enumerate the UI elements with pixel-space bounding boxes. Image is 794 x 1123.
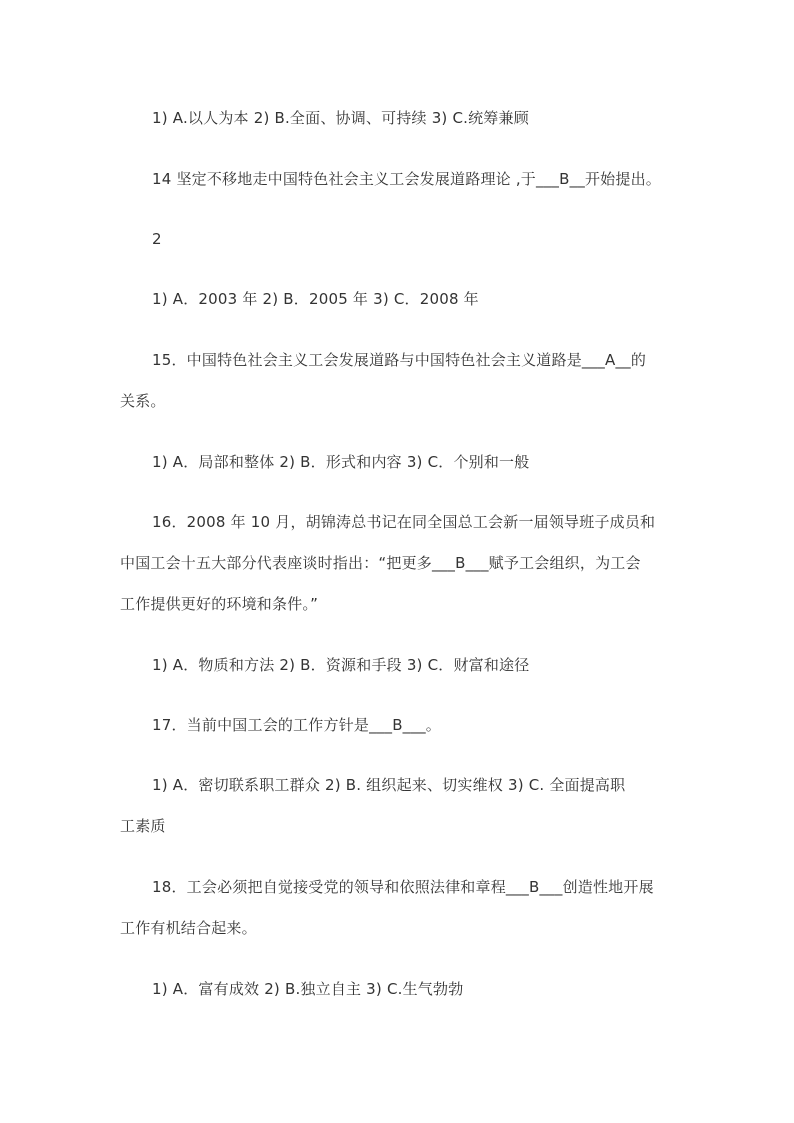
q15-question-line-2: 关系。 <box>120 392 166 410</box>
q14-question: 14 坚定不移地走中国特色社会主义工会发展道路理论 ,于___B__开始提出。 <box>152 170 661 188</box>
q16-question-line-2: 中国工会十五大部分代表座谈时指出：“把更多___B___赋予工会组织，为工会 <box>120 554 641 572</box>
q15-options: 1) A．局部和整体 2) B．形式和内容 3) C．个别和一般 <box>152 453 530 471</box>
q17-question: 17．当前中国工会的工作方针是___B___。 <box>152 716 441 734</box>
q16-question-line-1: 16．2008 年 10 月，胡锦涛总书记在同全国总工会新一届领导班子成员和 <box>152 513 656 531</box>
q18-question-line-1: 18．工会必须把自觉接受党的领导和依照法律和章程___B___创造性地开展 <box>152 878 654 896</box>
q16-question-line-3: 工作提供更好的环境和条件。” <box>120 595 319 613</box>
q18-question-line-2: 工作有机结合起来。 <box>120 919 257 937</box>
page-number: 2 <box>152 230 162 248</box>
q18-options: 1) A．富有成效 2) B.独立自主 3) C.生气勃勃 <box>152 980 464 998</box>
q13-options: 1) A.以人为本 2) B.全面、协调、可持续 3) C.统筹兼顾 <box>152 109 529 127</box>
q14-options: 1) A．2003 年 2) B．2005 年 3) C．2008 年 <box>152 290 479 308</box>
q16-options: 1) A．物质和方法 2) B．资源和手段 3) C．财富和途径 <box>152 656 530 674</box>
q15-question-line-1: 15．中国特色社会主义工会发展道路与中国特色社会主义道路是___A__的 <box>152 351 647 369</box>
q17-options-line-2: 工素质 <box>120 817 166 835</box>
q17-options-line-1: 1) A．密切联系职工群众 2) B. 组织起来、切实维权 3) C. 全面提高职 <box>152 776 626 794</box>
